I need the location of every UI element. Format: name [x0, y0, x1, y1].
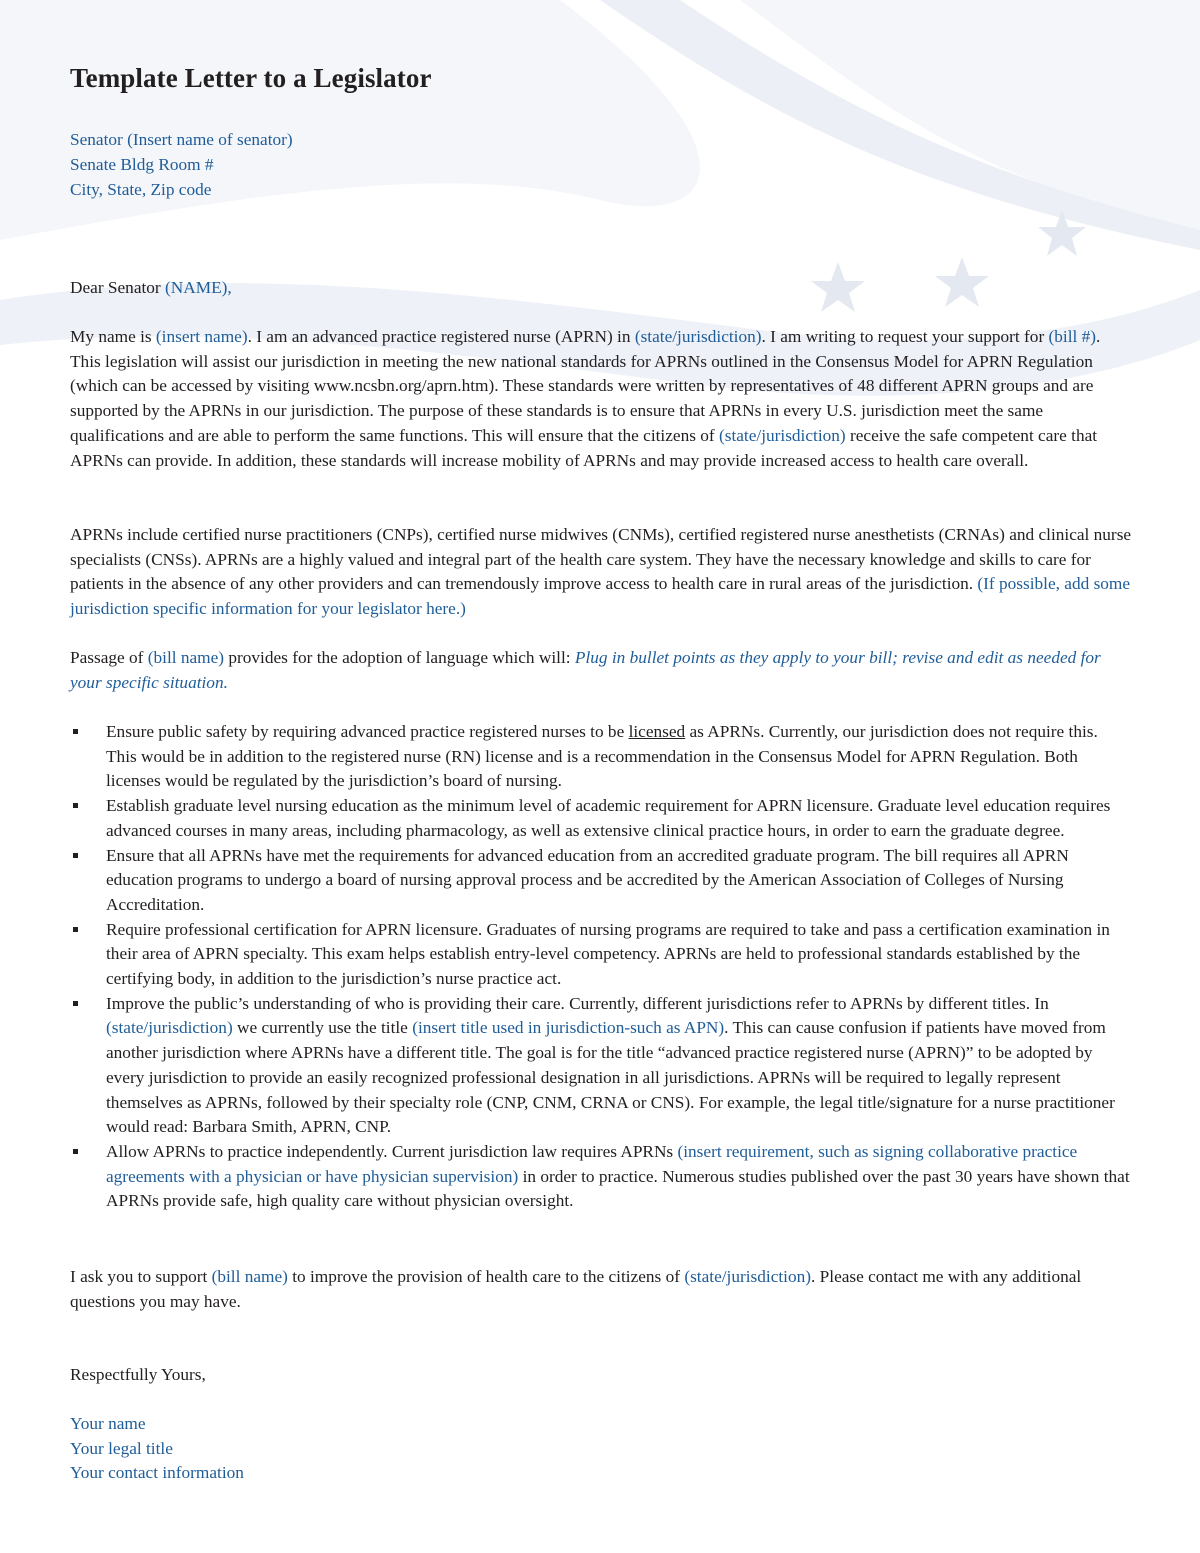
bullet-text: in order to practice. Numerous studies published over the past 30 years have shown that APRNs provide safe, high quality care without physician oversight.	[106, 1166, 1130, 1211]
list-item	[70, 992, 1132, 1140]
page-title: Template Letter to a Legislator	[70, 63, 432, 93]
bullet-text: Require professional certification for APRN licensure. Graduates of nursing programs are required to take and pass a certification examination in their area of APRN specialty. This exam helps establish entry-level competency. APRNs are held to professional standards established by the certifying body, in addition to the jurisdiction’s nurse practice act.	[106, 919, 1110, 989]
underlined-term-licensed: licensed	[628, 722, 686, 741]
placeholder-state-jurisdiction: (state/jurisdiction)	[634, 327, 762, 346]
p1-text-1: My name is	[70, 327, 156, 346]
p3-text-1: Passage of	[70, 648, 148, 667]
placeholder-insert-requirement: (insert requirement, such as signing collaborative practice agreements with a physician or have physician supervision)	[106, 1141, 1078, 1186]
address-line-room: Senate Bldg Room #	[70, 155, 214, 174]
bullet-square-icon	[73, 927, 78, 932]
bullet-text: . This can cause confusion if patients have moved from another jurisdiction where APRNs have a different title. The goal is for the title “advanced practice registered nurse (APRN)” to be adopted by every jurisdiction to provide an easily recognized professional designation in all jurisdictions. APRNs will be required to legally represent themselves as APRNs, followed by their specialty role (CNP, CNM, CRNA or CNS). For example, the legal title/signature for a nurse practitioner would read: Barbara Smith, APRN, CNP.	[106, 1018, 1115, 1137]
paragraph-introduction	[70, 325, 1132, 473]
paragraph-bill-passage	[70, 646, 1132, 695]
bullet-text: Ensure public safety by requiring advanced practice registered nurses to be	[106, 722, 629, 741]
list-item	[70, 918, 1132, 992]
p4-text-1: I ask you to support	[70, 1267, 212, 1286]
star-shape	[935, 257, 989, 307]
bullet-text: Allow APRNs to practice independently. Current jurisdiction law requires APRNs	[106, 1141, 678, 1161]
star-shape	[811, 262, 865, 312]
list-item	[70, 794, 1132, 843]
bullet-text: we currently use the title	[232, 1018, 413, 1038]
signature-name: Your name	[70, 1414, 146, 1433]
bill-provisions-list	[70, 720, 1132, 1214]
bullet-square-icon	[73, 853, 78, 858]
p1-text-2: . I am an advanced practice registered nurse (APRN) in	[247, 327, 635, 346]
bullet-square-icon	[73, 803, 78, 808]
salutation-name-placeholder: (NAME),	[165, 278, 232, 297]
placeholder-bill-name: (bill name)	[147, 648, 225, 667]
placeholder-state-jurisdiction: (state/jurisdiction)	[718, 425, 846, 445]
signature-contact-info: Your contact information	[70, 1463, 244, 1483]
salutation	[70, 276, 232, 301]
recipient-address	[70, 127, 293, 202]
placeholder-state-jurisdiction: (state/jurisdiction)	[684, 1267, 812, 1286]
bullet-text: Ensure that all APRNs have met the requirements for advanced education from an accredited graduate program. The bill requires all APRN education programs to undergo a board of nursing approval process and be accredited by the American Association of Colleges of Nursing Accreditation.	[106, 845, 1069, 914]
salutation-prefix: Dear Senator	[70, 278, 166, 297]
placeholder-insert-name: (insert name)	[155, 327, 248, 346]
p1-text-3: . I am writing to request your support for	[761, 327, 1049, 346]
bullet-square-icon	[73, 1149, 78, 1154]
placeholder-insert-title: (insert title used in jurisdiction-such as APN)	[412, 1018, 725, 1038]
address-line-city: City, State, Zip code	[70, 180, 212, 199]
placeholder-bill-number: (bill #)	[1048, 327, 1097, 346]
bullet-square-icon	[73, 1001, 78, 1006]
p2-text-1: APRNs include certified nurse practitioners (CNPs), certified nurse midwives (CNMs), certified registered nurse anesthetists (CRNAs) and clinical nurse specialists (CNSs). APRNs are a highly valued and integral part of the health care system. They have the necessary knowledge and skills to care for patients in the absence of any other providers and can tremendously improve access to health care in rural areas of the jurisdiction.	[70, 525, 1132, 594]
p3-text-2: provides for the adoption of language which will:	[224, 648, 575, 667]
paragraph-aprn-roles	[70, 523, 1132, 622]
list-item	[70, 720, 1132, 794]
bullet-text: Establish graduate level nursing education as the minimum level of academic requirement for APRN licensure. Graduate level education requires advanced courses in many areas, including pharmacology, as well as extensive clinical practice hours, in order to earn the graduate degree.	[106, 796, 1111, 840]
closing-line: Respectfully Yours,	[70, 1365, 206, 1384]
placeholder-bill-name: (bill name)	[211, 1267, 288, 1286]
list-item	[70, 1140, 1132, 1214]
p4-text-2: to improve the provision of health care to the citizens of	[287, 1267, 685, 1286]
list-item	[70, 844, 1132, 918]
signature-block	[70, 1412, 244, 1486]
p1-text-4: . This legislation will assist our jurisdiction in meeting the new national standards for APRNs outlined in the Consensus Model for APRN Regulation (which can be accessed by visiting www.ncsbn.org/aprn.htm). These standards were written by representatives of 48 different APRN groups and are supported by the APRNs in our jurisdiction. The purpose of these standards is to ensure that APRNs in every U.S. jurisdiction meet the same qualifications and are able to perform the same functions. This will ensure that the citizens of	[70, 327, 1101, 445]
bullet-text: Improve the public’s understanding of who is providing their care. Currently, different jurisdictions refer to APRNs by different titles. In	[106, 993, 1049, 1013]
bullet-square-icon	[73, 729, 78, 734]
placeholder-jurisdiction-info: (If possible, add some jurisdiction specific information for your legislator here.)	[70, 574, 1131, 619]
paragraph-request-support	[70, 1265, 1132, 1314]
p4-text-3: . Please contact me with any additional questions you may have.	[70, 1267, 1082, 1311]
p1-text-5: receive the safe competent care that APRNs can provide. In addition, these standards will increase mobility of APRNs and may provide increased access to health care overall.	[70, 425, 1098, 470]
placeholder-state-jurisdiction: (state/jurisdiction)	[106, 1018, 233, 1038]
signature-legal-title: Your legal title	[70, 1438, 173, 1458]
instruction-bullet-points: Plug in bullet points as they apply to your bill; revise and edit as needed for your specific situation.	[70, 648, 1101, 692]
address-line-senator: Senator (Insert name of senator)	[70, 130, 293, 149]
bullet-text: as APRNs. Currently, our jurisdiction does not require this. This would be in addition to the registered nurse (RN) license and is a recommendation in the Consensus Model for APRN Regulation. Both licenses would be regulated by the jurisdiction’s board of nursing.	[106, 722, 1098, 791]
